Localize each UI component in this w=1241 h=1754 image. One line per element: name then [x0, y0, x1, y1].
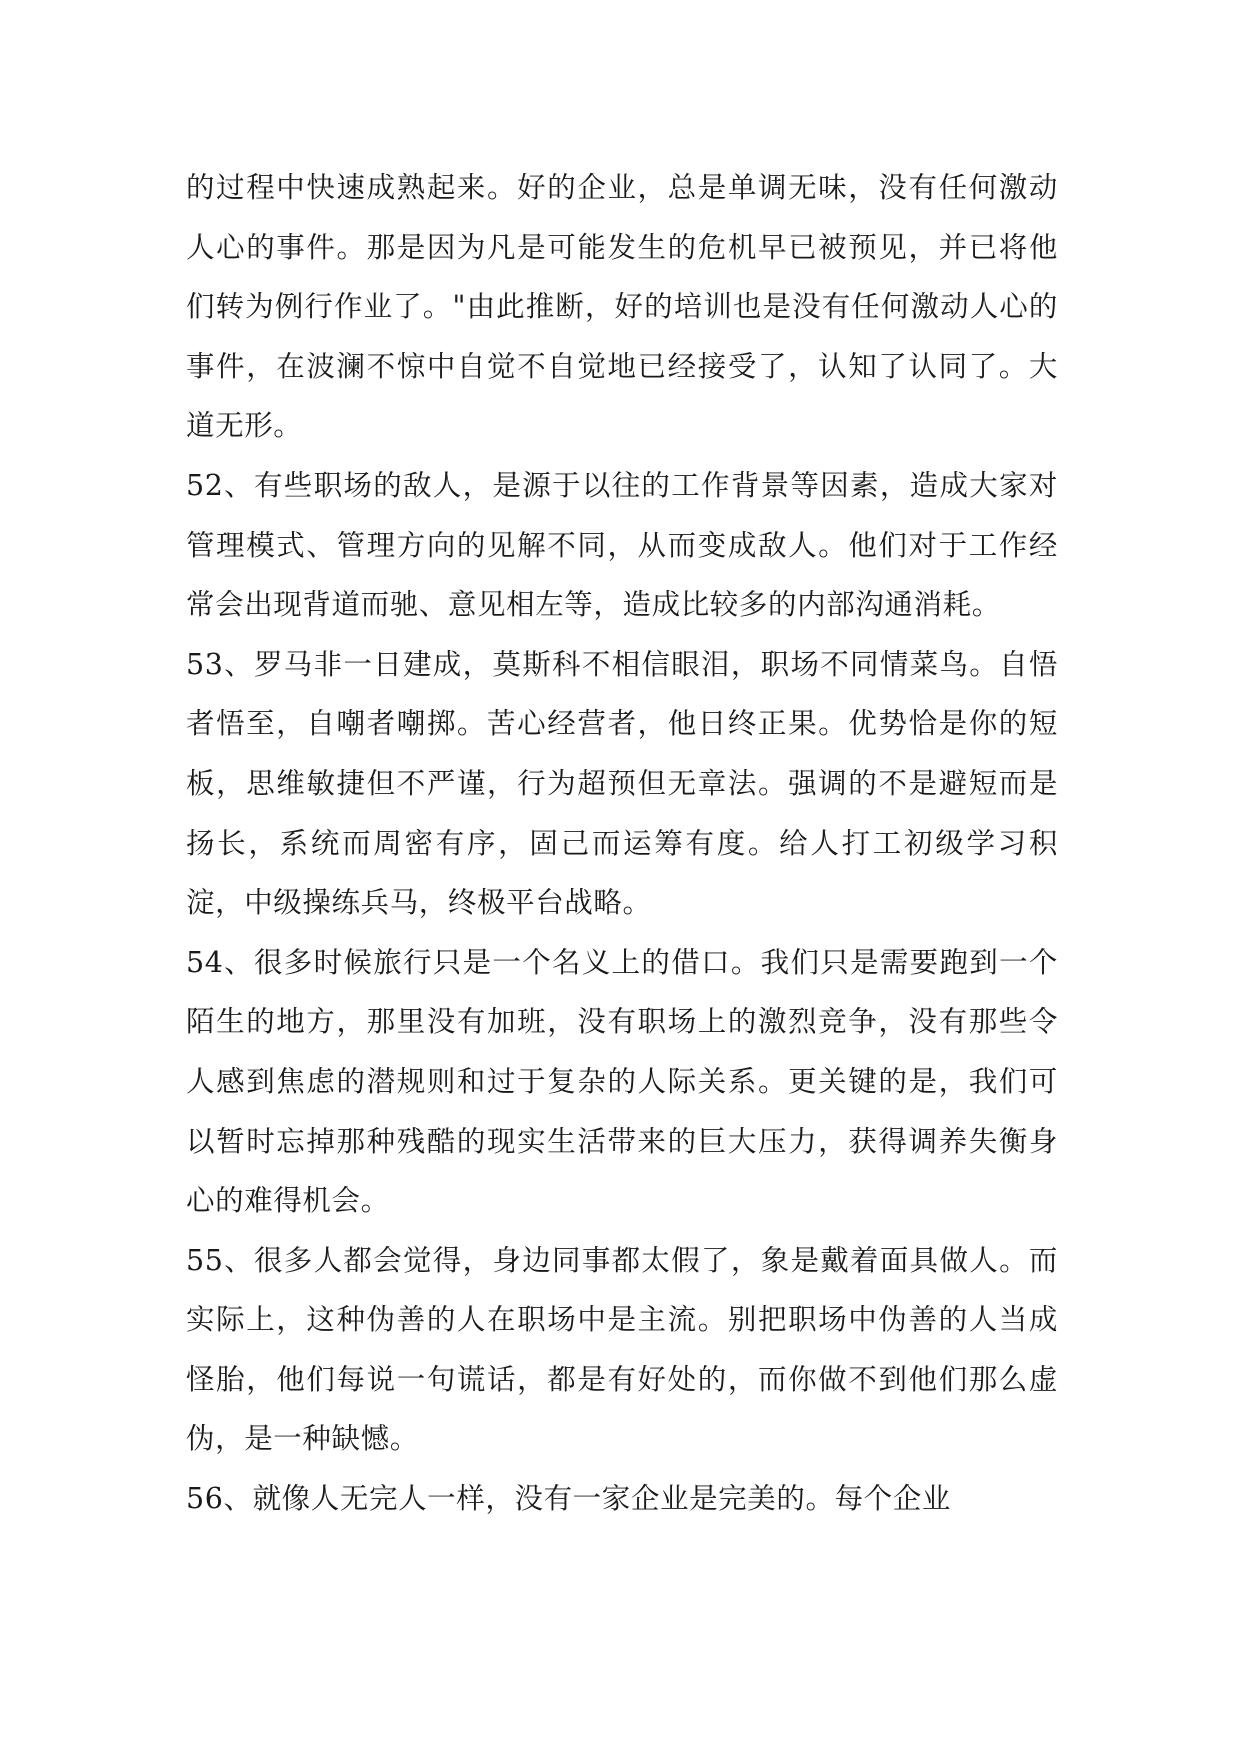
paragraph-56: 56、就像人无完人一样，没有一家企业是完美的。每个企业 — [186, 1482, 951, 1516]
paragraph-53: 53、罗马非一日建成，莫斯科不相信眼泪，职场不同情菜鸟。自悟者悟至，自嘲者嘲掷。苦心经营者，他日终正果。优势恰是你的短板，思维敏捷但不严谨，行为超预但无章法。强调的不是避短而是扬长，系统而周密有序，固己而运筹有度。给人打工初级学习积淀，中级操练兵马，终极平台战略。 — [186, 647, 1058, 920]
paragraph-54: 54、很多时候旅行只是一个名义上的借口。我们只是需要跑到一个陌生的地方，那里没有加班，没有职场上的激烈竞争，没有那些令人感到焦虑的潜规则和过于复杂的人际关系。更关键的是，我们可以暂时忘掉那种残酷的现实生活带来的巨大压力，获得调养失衡身心的难得机会。 — [186, 945, 1058, 1218]
document-body — [186, 158, 1058, 1529]
paragraph-52: 52、有些职场的敌人，是源于以往的工作背景等因素，造成大家对管理模式、管理方向的见解不同，从而变成敌人。他们对于工作经常会出现背道而驰、意见相左等，造成比较多的内部沟通消耗。 — [186, 468, 1058, 622]
paragraph-continuation: 的过程中快速成熟起来。好的企业，总是单调无味，没有任何激动人心的事件。那是因为凡是可能发生的危机早已被预见，并已将他们转为例行作业了。"由此推断，好的培训也是没有任何激动人心的事件，在波澜不惊中自觉不自觉地已经接受了，认知了认同了。大道无形。 — [186, 171, 1058, 443]
paragraph-55: 55、很多人都会觉得，身边同事都太假了，象是戴着面具做人。而实际上，这种伪善的人在职场中是主流。别把职场中伪善的人当成怪胎，他们每说一句谎话，都是有好处的，而你做不到他们那么虚伪，是一种缺憾。 — [186, 1243, 1058, 1456]
